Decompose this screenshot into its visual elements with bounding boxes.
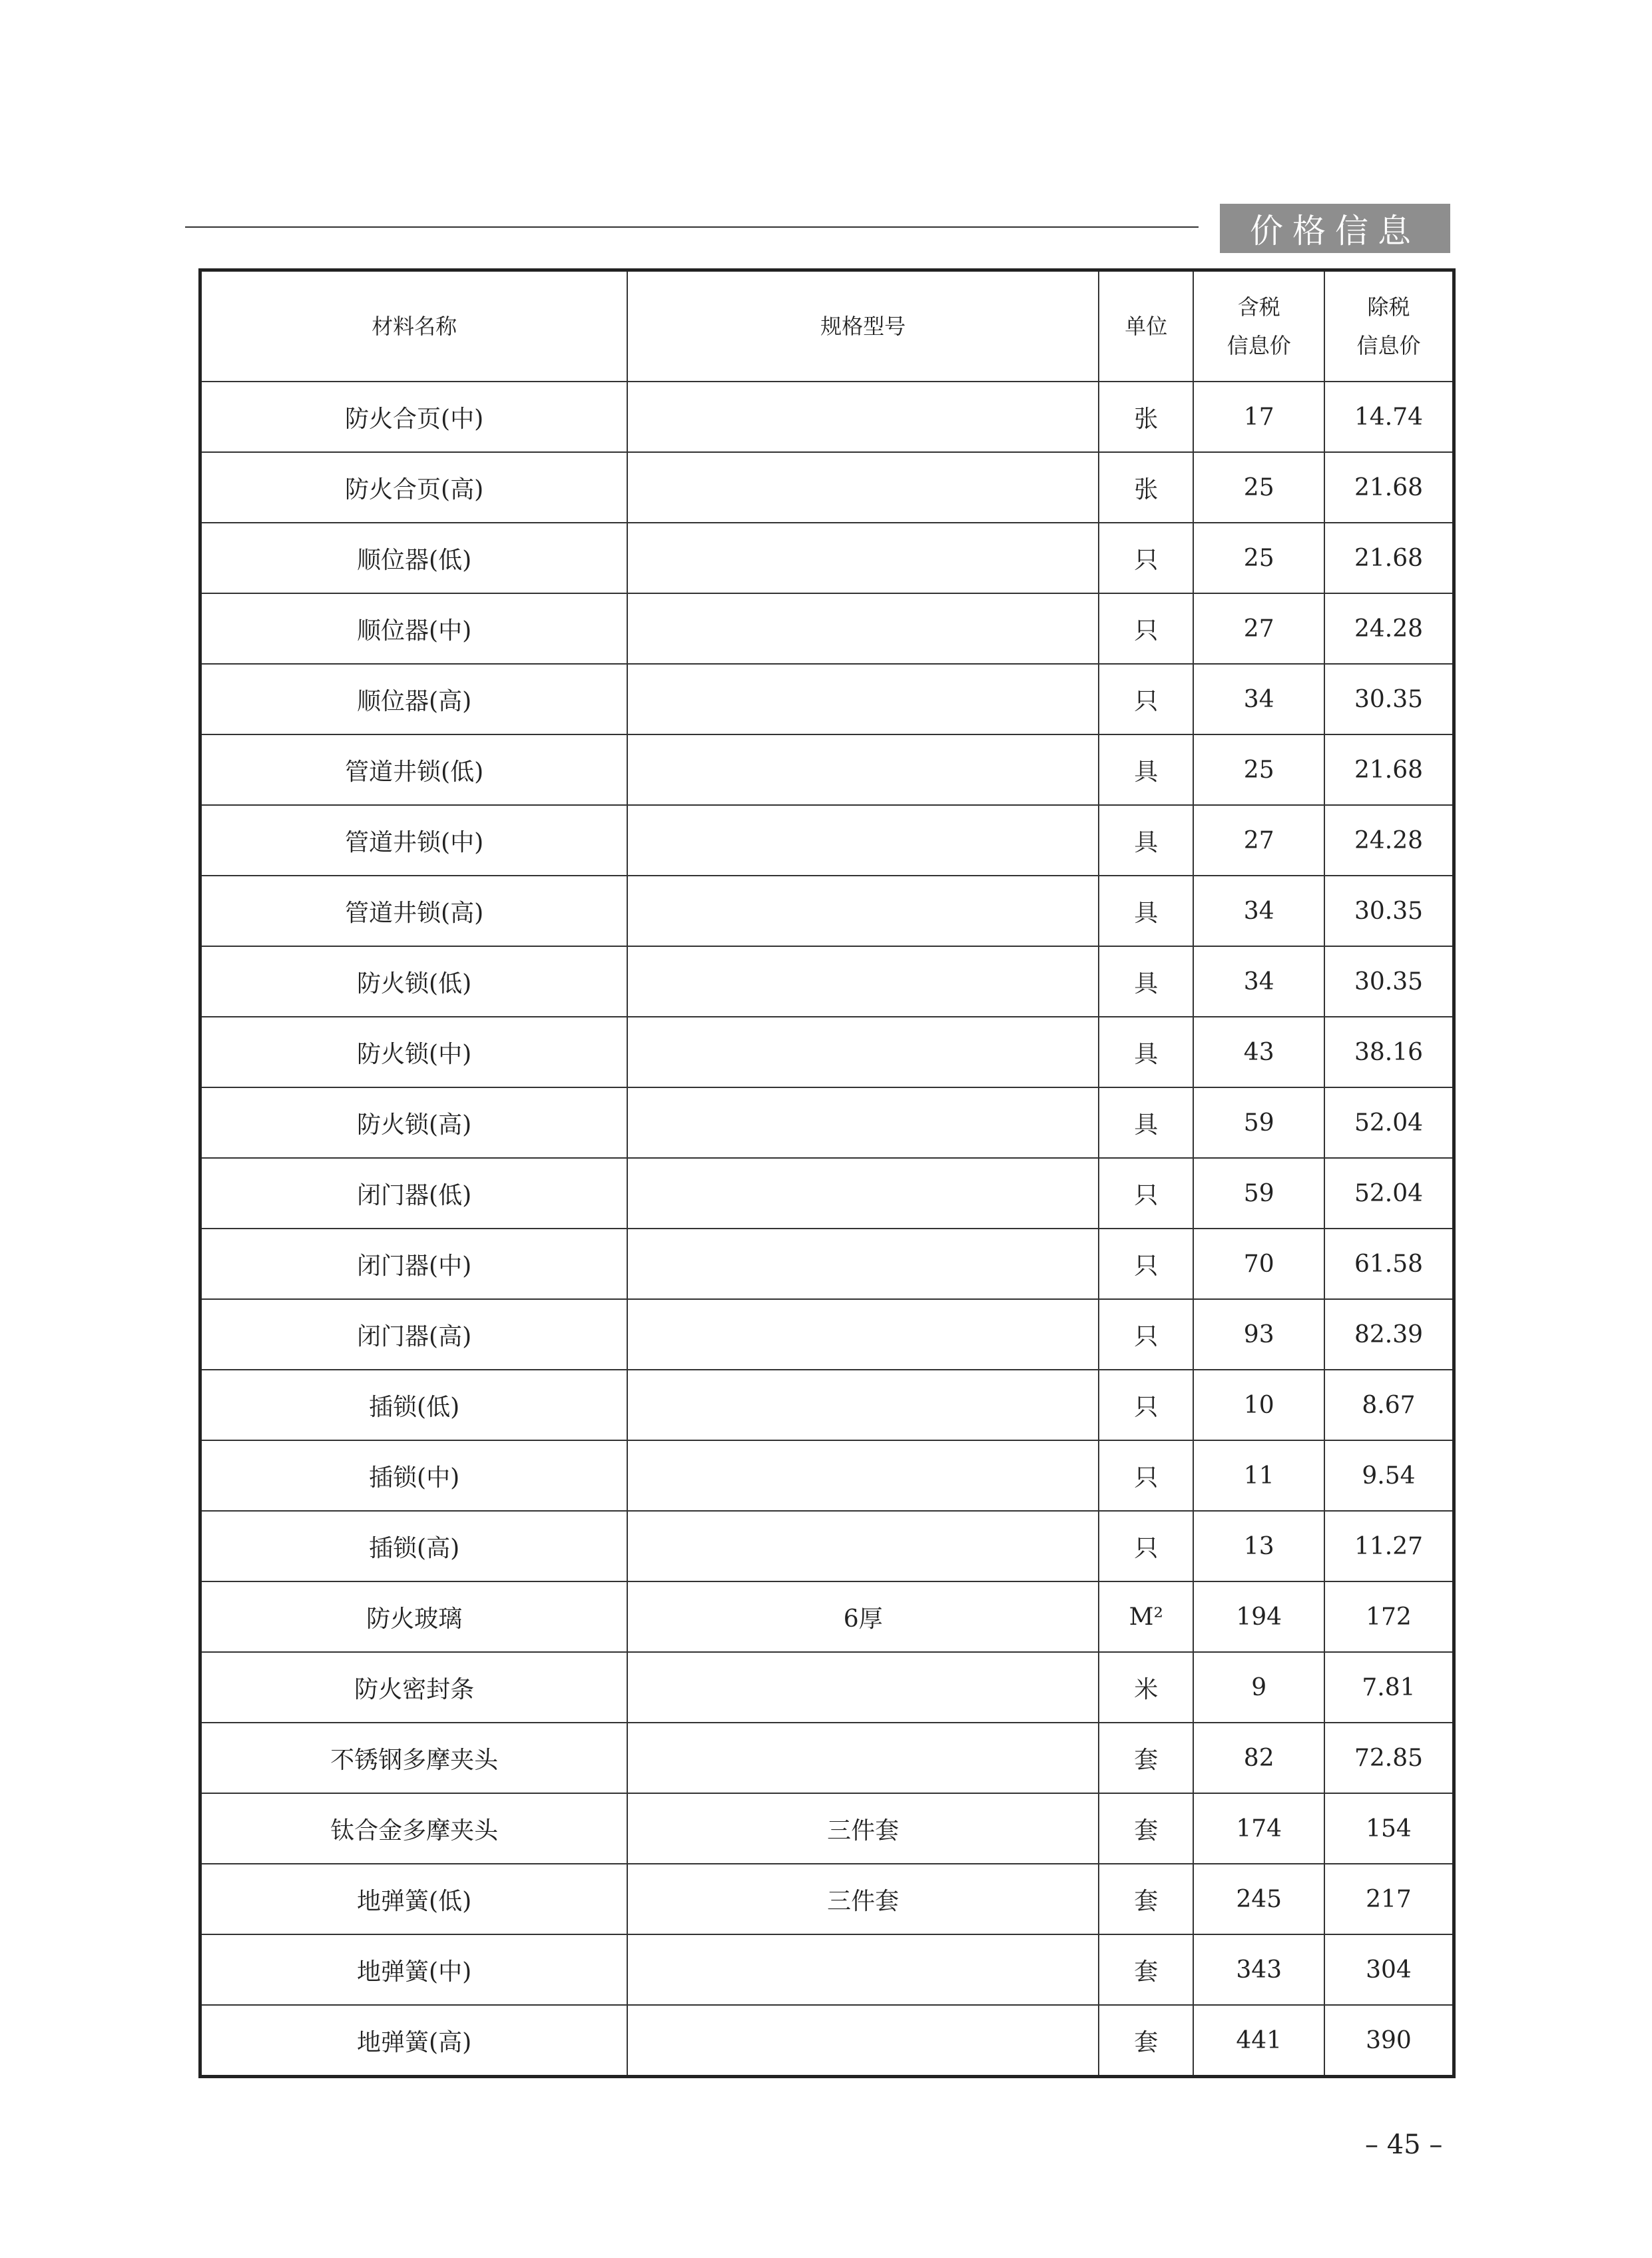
material-name-cell: 插锁(高) — [200, 1511, 628, 1581]
unit-cell: 具 — [1099, 876, 1193, 946]
spec-cell — [627, 1158, 1099, 1229]
unit-cell: 套 — [1099, 1864, 1193, 1934]
taxed-price-cell: 13 — [1193, 1511, 1324, 1581]
pretax-price-cell: 21.68 — [1324, 452, 1454, 523]
price-table — [198, 268, 1456, 2078]
unit-cell: 只 — [1099, 523, 1193, 593]
spec-cell: 三件套 — [627, 1864, 1099, 1934]
table-row — [200, 593, 1454, 664]
taxed-price-cell: 27 — [1193, 593, 1324, 664]
taxed-price-cell: 174 — [1193, 1793, 1324, 1864]
spec-cell — [627, 1017, 1099, 1087]
pretax-price-cell: 38.16 — [1324, 1017, 1454, 1087]
taxed-price-cell: 17 — [1193, 382, 1324, 452]
pretax-price-cell: 52.04 — [1324, 1087, 1454, 1158]
pretax-price-cell: 30.35 — [1324, 946, 1454, 1017]
header-rule — [185, 226, 1199, 228]
table-row — [200, 1370, 1454, 1440]
unit-cell: 套 — [1099, 1934, 1193, 2005]
table-row — [200, 2005, 1454, 2077]
spec-cell — [627, 1511, 1099, 1581]
spec-cell — [627, 593, 1099, 664]
material-name-cell: 顺位器(中) — [200, 593, 628, 664]
table-header-row — [200, 270, 1454, 382]
taxed-price-cell: 27 — [1193, 805, 1324, 876]
table-row — [200, 1229, 1454, 1299]
table-row — [200, 805, 1454, 876]
page-number: – 45 – — [1365, 2129, 1443, 2160]
spec-cell — [627, 946, 1099, 1017]
material-name-cell: 防火玻璃 — [200, 1581, 628, 1652]
material-name-cell: 防火锁(高) — [200, 1087, 628, 1158]
spec-cell: 三件套 — [627, 1793, 1099, 1864]
table-row — [200, 382, 1454, 452]
pretax-price-cell: 21.68 — [1324, 523, 1454, 593]
table-row — [200, 664, 1454, 734]
taxed-price-cell: 34 — [1193, 876, 1324, 946]
table-row — [200, 1158, 1454, 1229]
unit-cell: M² — [1099, 1581, 1193, 1652]
pretax-price-cell: 11.27 — [1324, 1511, 1454, 1581]
spec-cell: 6厚 — [627, 1581, 1099, 1652]
unit-cell: 只 — [1099, 1158, 1193, 1229]
taxed-price-cell: 441 — [1193, 2005, 1324, 2077]
taxed-price-cell: 93 — [1193, 1299, 1324, 1370]
spec-cell — [627, 2005, 1099, 2077]
table-row — [200, 1017, 1454, 1087]
taxed-price-cell: 25 — [1193, 523, 1324, 593]
unit-cell: 张 — [1099, 382, 1193, 452]
unit-cell: 具 — [1099, 1087, 1193, 1158]
material-name-cell: 钛合金多摩夹头 — [200, 1793, 628, 1864]
header-unit: 单位 — [1099, 270, 1193, 382]
unit-cell: 套 — [1099, 1793, 1193, 1864]
taxed-price-cell: 34 — [1193, 946, 1324, 1017]
material-name-cell: 插锁(中) — [200, 1440, 628, 1511]
header-taxed-line2: 信息价 — [1227, 333, 1291, 358]
material-name-cell: 顺位器(低) — [200, 523, 628, 593]
material-name-cell: 地弹簧(高) — [200, 2005, 628, 2077]
taxed-price-cell: 10 — [1193, 1370, 1324, 1440]
pretax-price-cell: 21.68 — [1324, 734, 1454, 805]
pretax-price-cell: 304 — [1324, 1934, 1454, 2005]
unit-cell: 具 — [1099, 946, 1193, 1017]
taxed-price-cell: 245 — [1193, 1864, 1324, 1934]
spec-cell — [627, 664, 1099, 734]
pretax-price-cell: 8.67 — [1324, 1370, 1454, 1440]
taxed-price-cell: 43 — [1193, 1017, 1324, 1087]
unit-cell: 只 — [1099, 593, 1193, 664]
spec-cell — [627, 382, 1099, 452]
table-row — [200, 1581, 1454, 1652]
header-taxed-price — [1193, 270, 1324, 382]
pretax-price-cell: 82.39 — [1324, 1299, 1454, 1370]
spec-cell — [627, 1440, 1099, 1511]
table-row — [200, 1793, 1454, 1864]
table-row — [200, 946, 1454, 1017]
unit-cell: 套 — [1099, 1723, 1193, 1793]
material-name-cell: 地弹簧(低) — [200, 1864, 628, 1934]
taxed-price-cell: 343 — [1193, 1934, 1324, 2005]
spec-cell — [627, 1087, 1099, 1158]
material-name-cell: 闭门器(高) — [200, 1299, 628, 1370]
material-name-cell: 防火锁(中) — [200, 1017, 628, 1087]
taxed-price-cell: 59 — [1193, 1087, 1324, 1158]
material-name-cell: 管道井锁(中) — [200, 805, 628, 876]
pretax-price-cell: 30.35 — [1324, 664, 1454, 734]
table-row — [200, 876, 1454, 946]
table-row — [200, 734, 1454, 805]
material-name-cell: 防火合页(中) — [200, 382, 628, 452]
table-row — [200, 1934, 1454, 2005]
pretax-price-cell: 14.74 — [1324, 382, 1454, 452]
pretax-price-cell: 52.04 — [1324, 1158, 1454, 1229]
table-row — [200, 1723, 1454, 1793]
table-row — [200, 1864, 1454, 1934]
material-name-cell: 防火锁(低) — [200, 946, 628, 1017]
spec-cell — [627, 1370, 1099, 1440]
pretax-price-cell: 172 — [1324, 1581, 1454, 1652]
table-row — [200, 452, 1454, 523]
spec-cell — [627, 1299, 1099, 1370]
pretax-price-cell: 154 — [1324, 1793, 1454, 1864]
unit-cell: 只 — [1099, 1511, 1193, 1581]
spec-cell — [627, 1652, 1099, 1723]
taxed-price-cell: 70 — [1193, 1229, 1324, 1299]
header-pretax-line1: 除税 — [1367, 294, 1410, 320]
taxed-price-cell: 34 — [1193, 664, 1324, 734]
unit-cell: 张 — [1099, 452, 1193, 523]
unit-cell: 套 — [1099, 2005, 1193, 2077]
section-title: 价格信息 — [1220, 204, 1450, 253]
taxed-price-cell: 25 — [1193, 452, 1324, 523]
material-name-cell: 插锁(低) — [200, 1370, 628, 1440]
table-row — [200, 1440, 1454, 1511]
table-body — [200, 382, 1454, 2077]
taxed-price-cell: 9 — [1193, 1652, 1324, 1723]
header-pretax-line2: 信息价 — [1356, 333, 1421, 358]
taxed-price-cell: 25 — [1193, 734, 1324, 805]
table-row — [200, 1652, 1454, 1723]
material-name-cell: 不锈钢多摩夹头 — [200, 1723, 628, 1793]
table-row — [200, 1511, 1454, 1581]
material-name-cell: 顺位器(高) — [200, 664, 628, 734]
pretax-price-cell: 24.28 — [1324, 805, 1454, 876]
taxed-price-cell: 194 — [1193, 1581, 1324, 1652]
spec-cell — [627, 1229, 1099, 1299]
spec-cell — [627, 452, 1099, 523]
material-name-cell: 闭门器(中) — [200, 1229, 628, 1299]
pretax-price-cell: 61.58 — [1324, 1229, 1454, 1299]
pretax-price-cell: 24.28 — [1324, 593, 1454, 664]
pretax-price-cell: 9.54 — [1324, 1440, 1454, 1511]
unit-cell: 具 — [1099, 734, 1193, 805]
taxed-price-cell: 59 — [1193, 1158, 1324, 1229]
taxed-price-cell: 11 — [1193, 1440, 1324, 1511]
pretax-price-cell: 72.85 — [1324, 1723, 1454, 1793]
header-spec: 规格型号 — [627, 270, 1099, 382]
material-name-cell: 防火合页(高) — [200, 452, 628, 523]
header-material-name: 材料名称 — [200, 270, 628, 382]
pretax-price-cell: 217 — [1324, 1864, 1454, 1934]
unit-cell: 米 — [1099, 1652, 1193, 1723]
spec-cell — [627, 1723, 1099, 1793]
spec-cell — [627, 876, 1099, 946]
spec-cell — [627, 1934, 1099, 2005]
unit-cell: 具 — [1099, 1017, 1193, 1087]
header-pretax-price — [1324, 270, 1454, 382]
material-name-cell: 闭门器(低) — [200, 1158, 628, 1229]
unit-cell: 只 — [1099, 1370, 1193, 1440]
material-name-cell: 地弹簧(中) — [200, 1934, 628, 2005]
spec-cell — [627, 805, 1099, 876]
material-name-cell: 管道井锁(高) — [200, 876, 628, 946]
unit-cell: 只 — [1099, 664, 1193, 734]
pretax-price-cell: 7.81 — [1324, 1652, 1454, 1723]
table-row — [200, 1299, 1454, 1370]
unit-cell: 只 — [1099, 1229, 1193, 1299]
spec-cell — [627, 734, 1099, 805]
material-name-cell: 管道井锁(低) — [200, 734, 628, 805]
table-row — [200, 1087, 1454, 1158]
table-row — [200, 523, 1454, 593]
unit-cell: 具 — [1099, 805, 1193, 876]
header-taxed-line1: 含税 — [1237, 294, 1280, 320]
unit-cell: 只 — [1099, 1440, 1193, 1511]
unit-cell: 只 — [1099, 1299, 1193, 1370]
taxed-price-cell: 82 — [1193, 1723, 1324, 1793]
spec-cell — [627, 523, 1099, 593]
material-name-cell: 防火密封条 — [200, 1652, 628, 1723]
pretax-price-cell: 390 — [1324, 2005, 1454, 2077]
pretax-price-cell: 30.35 — [1324, 876, 1454, 946]
